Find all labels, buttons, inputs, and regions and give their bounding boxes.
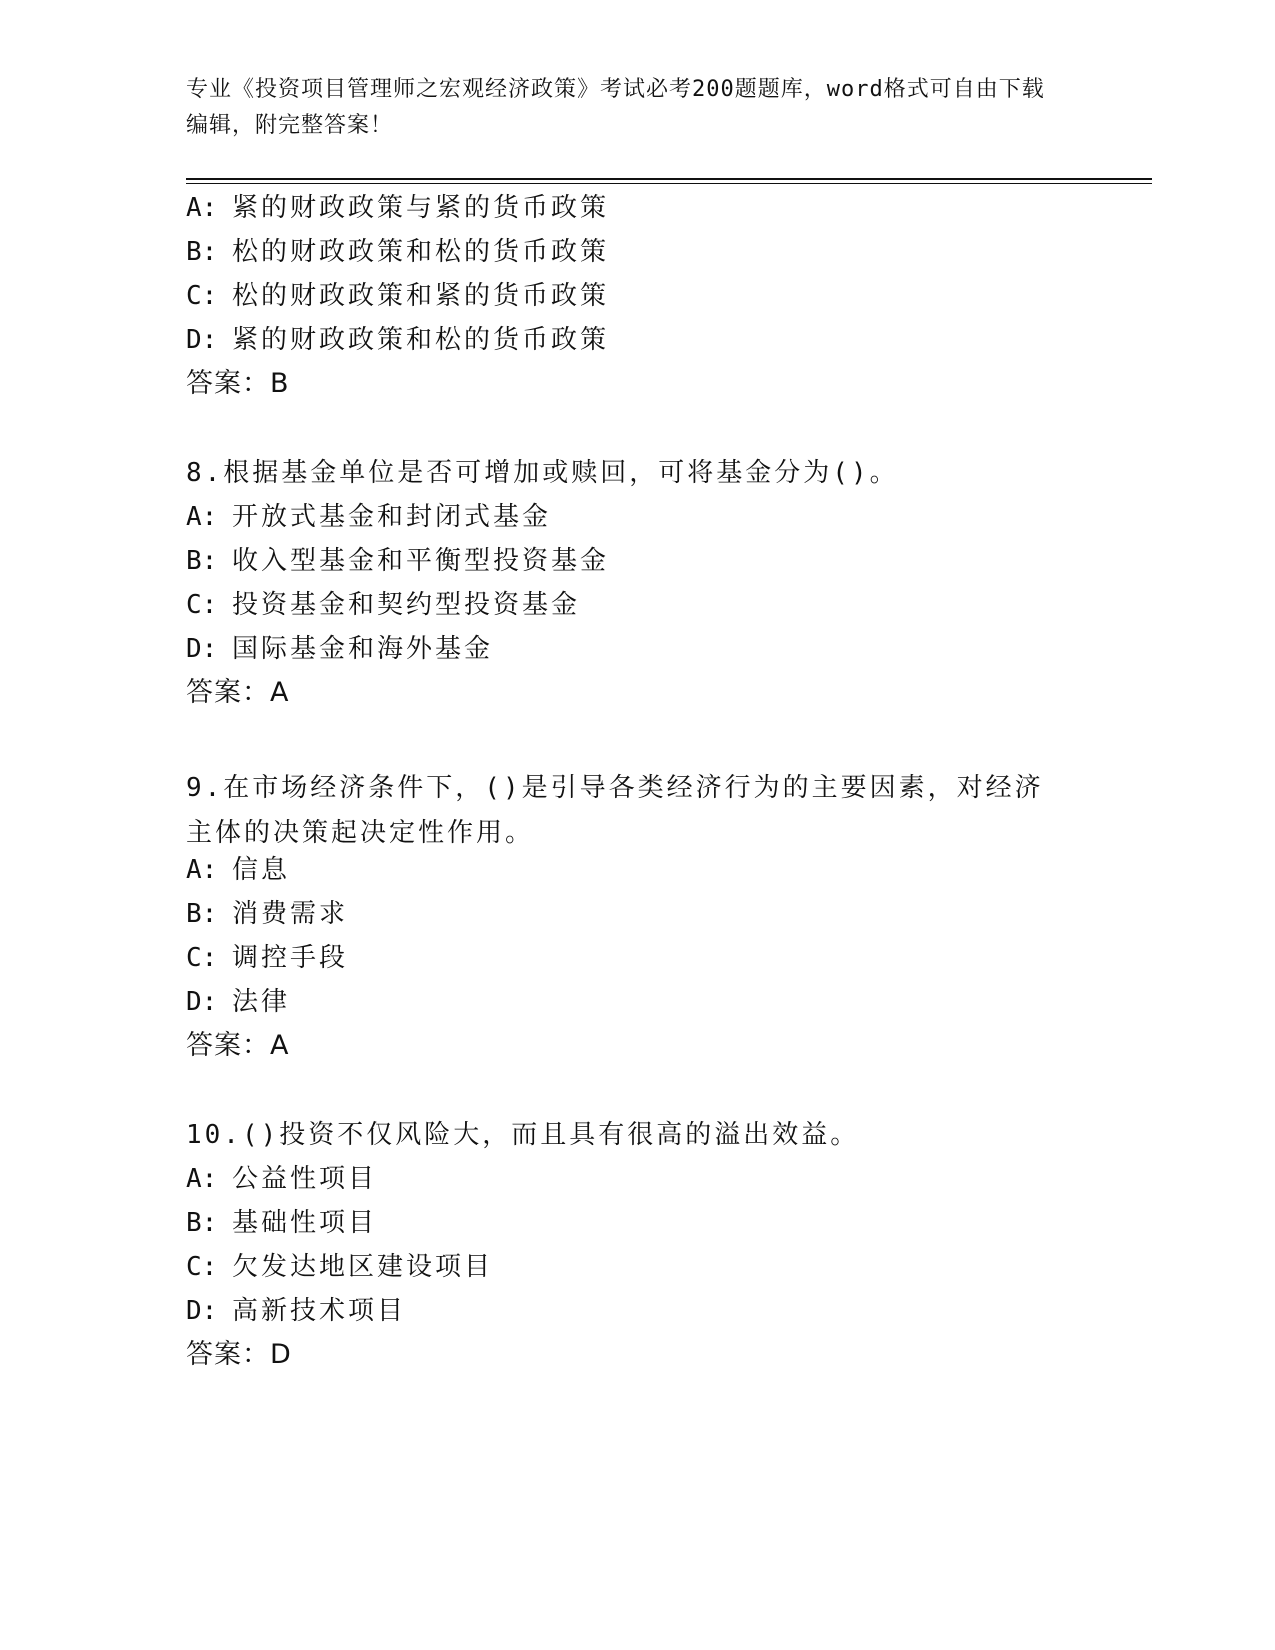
q9-option-d: [186, 985, 290, 1019]
header-divider-thin: [186, 183, 1152, 184]
option-text: 法律: [232, 987, 291, 1017]
q8-stem: 8.根据基金单位是否可增加或赎回，可将基金分为()。: [186, 458, 899, 488]
option-letter: B:: [186, 546, 218, 576]
q7-option-c: [186, 279, 609, 313]
option-text: 基础性项目: [232, 1208, 378, 1238]
option-letter: D:: [186, 1296, 218, 1326]
option-letter: D:: [186, 987, 218, 1017]
q9-answer: 答案：A: [186, 1030, 290, 1061]
option-text: 公益性项目: [232, 1164, 378, 1194]
q10-answer: 答案：D: [186, 1339, 292, 1370]
option-text: 紧的财政政策与紧的货币政策: [232, 193, 610, 223]
q10-option-b: [186, 1206, 377, 1240]
option-letter: B:: [186, 237, 218, 267]
option-text: 开放式基金和封闭式基金: [232, 502, 552, 532]
q8-option-b: [186, 544, 609, 578]
q9-stem: 9.在市场经济条件下，()是引导各类经济行为的主要因素，对经济主体的决策起决定性作用。: [186, 773, 1044, 848]
q9-option-b: [186, 897, 348, 931]
q10-stem: 10.()投资不仅风险大，而且具有很高的溢出效益。: [186, 1120, 860, 1150]
option-text: 国际基金和海外基金: [232, 634, 494, 664]
q8-answer: 答案：A: [186, 677, 290, 708]
option-text: 松的财政政策和松的货币政策: [232, 237, 610, 267]
option-letter: A:: [186, 1164, 218, 1194]
document-intro: 专业《投资项目管理师之宏观经济政策》考试必考200题题库，word格式可自由下载编辑，附完整答案！: [186, 77, 1045, 138]
option-letter: A:: [186, 502, 218, 532]
option-letter: A:: [186, 193, 218, 223]
q7-option-a: [186, 191, 609, 225]
q9-option-c: [186, 941, 348, 975]
option-text: 欠发达地区建设项目: [232, 1252, 494, 1282]
q10-option-a: [186, 1162, 377, 1196]
option-text: 投资基金和契约型投资基金: [232, 590, 581, 620]
option-letter: B:: [186, 1208, 218, 1238]
option-text: 消费需求: [232, 899, 349, 929]
q7-option-b: [186, 235, 609, 269]
q7-answer: 答案：B: [186, 368, 290, 399]
option-text: 高新技术项目: [232, 1296, 407, 1326]
option-letter: C:: [186, 943, 218, 973]
option-letter: B:: [186, 899, 218, 929]
option-letter: C:: [186, 281, 218, 311]
option-letter: D:: [186, 634, 218, 664]
q8-option-d: [186, 632, 493, 666]
option-letter: C:: [186, 1252, 218, 1282]
q9-option-a: [186, 853, 290, 887]
q8-option-c: [186, 588, 580, 622]
q8-option-a: [186, 500, 551, 534]
option-text: 紧的财政政策和松的货币政策: [232, 325, 610, 355]
q10-option-d: [186, 1294, 406, 1328]
option-letter: D:: [186, 325, 218, 355]
option-text: 信息: [232, 855, 291, 885]
header-divider-thick: [186, 178, 1152, 180]
option-text: 调控手段: [232, 943, 349, 973]
q7-option-d: [186, 323, 609, 357]
q10-option-c: [186, 1250, 493, 1284]
option-text: 松的财政政策和紧的货币政策: [232, 281, 610, 311]
option-letter: C:: [186, 590, 218, 620]
option-letter: A:: [186, 855, 218, 885]
option-text: 收入型基金和平衡型投资基金: [232, 546, 610, 576]
